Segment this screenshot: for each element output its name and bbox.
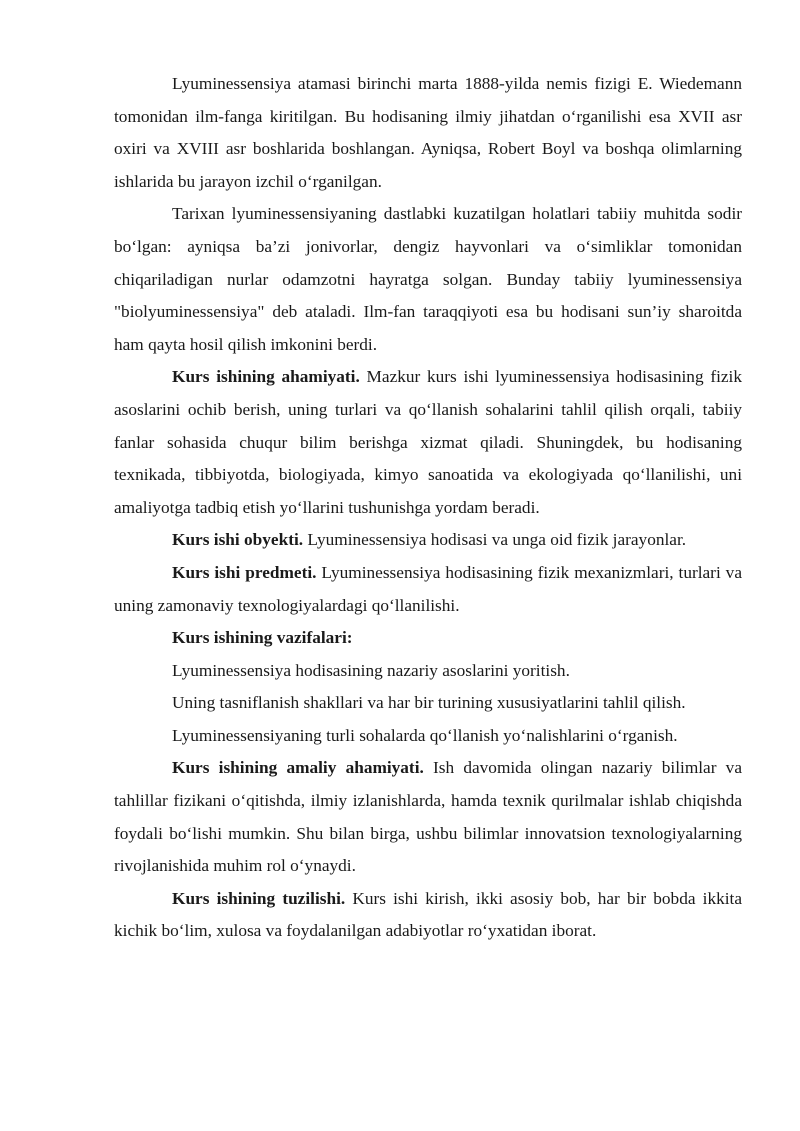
paragraph-text: Tarixan lyuminessensiyaning dastlabki kuzatilgan holatlari tabiiy muhitda sodir bo‘lgan: ayniqsa ba’zi jonivorlar, dengiz hayvonlari va o‘simliklar tomonidan chiqariladigan nurlar odamzotni hayratga solgan. Bunday tabiiy lyuminessensiya "biolyuminessensiya" deb ataladi. Ilm-fan taraqqiyoti esa bu hodisani sun’iy sharoitda ham qayta hosil qilish imkonini berdi.	[114, 204, 742, 354]
paragraph-lead: Kurs ishi obyekti.	[172, 530, 304, 550]
task-item: Lyuminessensiya hodisasining nazariy asoslarini yoritish.	[172, 660, 570, 680]
paragraph-text: Lyuminessensiya hodisasining fizik mexanizmlari, turlari va uning zamonaviy texnologiyalardagi qo‘llanilishi.	[114, 562, 742, 615]
paragraph-lead: Kurs ishi predmeti.	[172, 562, 317, 582]
paragraph-subject	[114, 557, 742, 622]
paragraph-structure	[114, 883, 742, 948]
task-item: Lyuminessensiyaning turli sohalarda qo‘llanish yo‘nalishlarini o‘rganish.	[172, 725, 678, 745]
paragraph-text: Ish davomida olingan nazariy bilimlar va tahlillar fizikani o‘qitishda, ilmiy izlanishlarda, hamda texnik qurilmalar ishlab chiqishda foydali bo‘lishi mumkin. Shu bilan birga, ushbu bilimlar innovatsion texnologiyalarning rivojlanishida muhim rol o‘ynaydi.	[114, 758, 742, 876]
paragraph-text: Lyuminessensiya atamasi birinchi marta 1888-yilda nemis fizigi E. Wiedemann tomonidan ilm-fanga kiritilgan. Bu hodisaning ilmiy jihatdan o‘rganilishi esa XVII asr oxiri va XVIII asr boshlarida boshlangan. Ayniqsa, Robert Boyl va boshqa olimlarning ishlarida bu jarayon izchil o‘rganilgan.	[114, 74, 742, 191]
tasks-heading: Kurs ishining vazifalari:	[172, 628, 353, 648]
paragraph-history-nature	[114, 198, 742, 361]
paragraph-text: Lyuminessensiya hodisasi va unga oid fizik jarayonlar.	[303, 530, 687, 550]
paragraph-lead: Kurs ishining ahamiyati.	[172, 367, 360, 387]
paragraph-history-term	[114, 68, 742, 198]
paragraph-lead: Kurs ishining tuzilishi.	[172, 888, 346, 908]
document-body	[114, 68, 742, 948]
paragraph-importance	[114, 361, 742, 524]
paragraph-text: Kurs ishi kirish, ikki asosiy bob, har bir bobda ikkita kichik bo‘lim, xulosa va foydalanilgan adabiyotlar ro‘yxatidan iborat.	[114, 888, 742, 941]
task-item: Uning tasniflanish shakllari va har bir turining xususiyatlarini tahlil qilish.	[172, 693, 686, 713]
tasks-heading-line	[114, 622, 742, 655]
paragraph-practical	[114, 752, 742, 882]
paragraph-text: Mazkur kurs ishi lyuminessensiya hodisasining fizik asoslarini ochib berish, uning turlari va qo‘llanish sohalarini tahlil qilish orqali, tabiiy fanlar sohasida chuqur bilim berishga xizmat qiladi. Shuningdek, bu hodisaning texnikada, tibbiyotda, biologiyada, kimyo sanoatida va ekologiyada qo‘llanilishi, uni amaliyotga tadbiq etish yo‘llarini tushunishga yordam beradi.	[114, 367, 742, 517]
paragraph-lead: Kurs ishining amaliy ahamiyati.	[172, 758, 424, 778]
paragraph-object	[114, 524, 742, 557]
